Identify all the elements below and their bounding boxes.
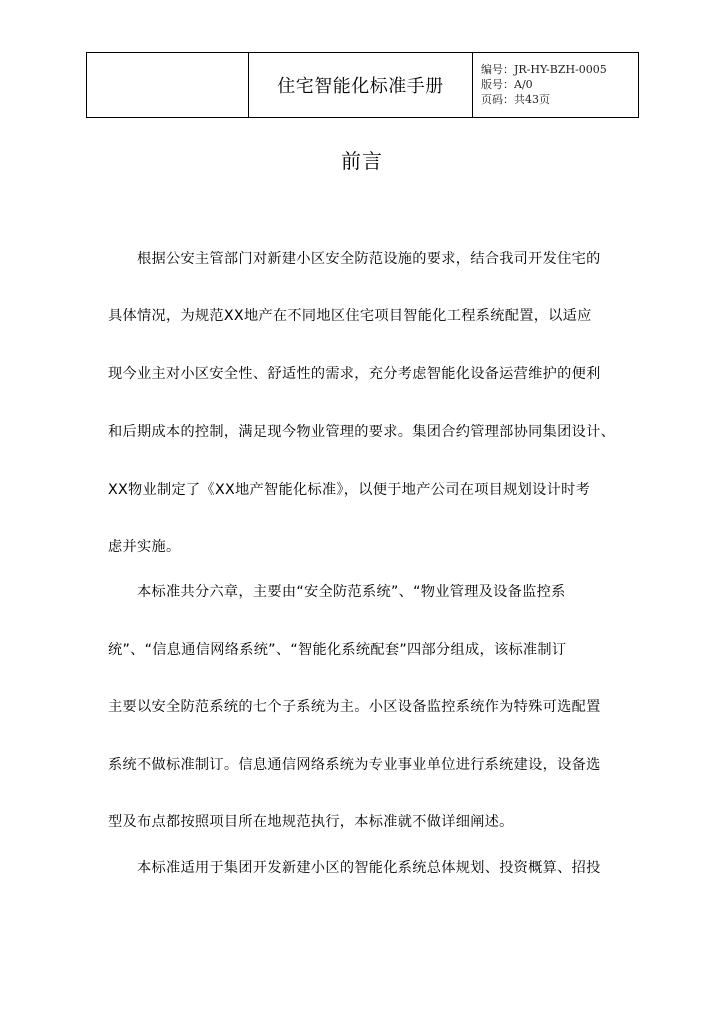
page-heading: 前言	[341, 149, 383, 173]
paragraph-line: 根据公安主管部门对新建小区安全防范设施的要求，结合我司开发住宅的	[137, 251, 601, 267]
paragraph-line: 本标准共分六章，主要由“安全防范系统”、“物业管理及设备监控系	[137, 584, 566, 600]
paragraph-line: 系统不做标准制订。信息通信网络系统为专业事业单位进行系统建设，设备选	[108, 757, 601, 773]
paragraph-line: XX物业制定了《XX地产智能化标准》，以便于地产公司在项目规划设计时考	[108, 482, 591, 498]
paragraph-line: 现今业主对小区安全性、舒适性的需求，充分考虑智能化设备运营维护的便利	[108, 366, 601, 382]
paragraph-line: 型及布点都按照项目所在地规范执行，本标准就不做详细阐述。	[108, 814, 514, 830]
doc-page-count: 页码：共43页	[481, 93, 550, 106]
paragraph-line: 虑并实施。	[108, 539, 181, 555]
paragraph-line: 统”、“信息通信网络系统”、“智能化系统配套”四部分组成，该标准制订	[108, 642, 567, 658]
document-header-table	[86, 52, 639, 118]
paragraph-line: 和后期成本的控制，满足现今物业管理的要求。集团合约管理部协同集团设计、	[108, 424, 616, 440]
header-logo-cell	[87, 53, 249, 117]
paragraph-line: 本标准适用于集团开发新建小区的智能化系统总体规划、投资概算、招投	[137, 860, 601, 876]
document-title: 住宅智能化标准手册	[249, 53, 473, 117]
paragraph-line: 主要以安全防范系统的七个子系统为主。小区设备监控系统作为特殊可选配置	[108, 699, 601, 715]
document-meta	[473, 53, 638, 117]
doc-version: 版号：A/0	[481, 78, 533, 91]
doc-number: 编号：JR-HY-BZH-0005	[481, 63, 607, 76]
paragraph-line: 具体情况，为规范XX地产在不同地区住宅项目智能化工程系统配置，以适应	[108, 308, 592, 324]
